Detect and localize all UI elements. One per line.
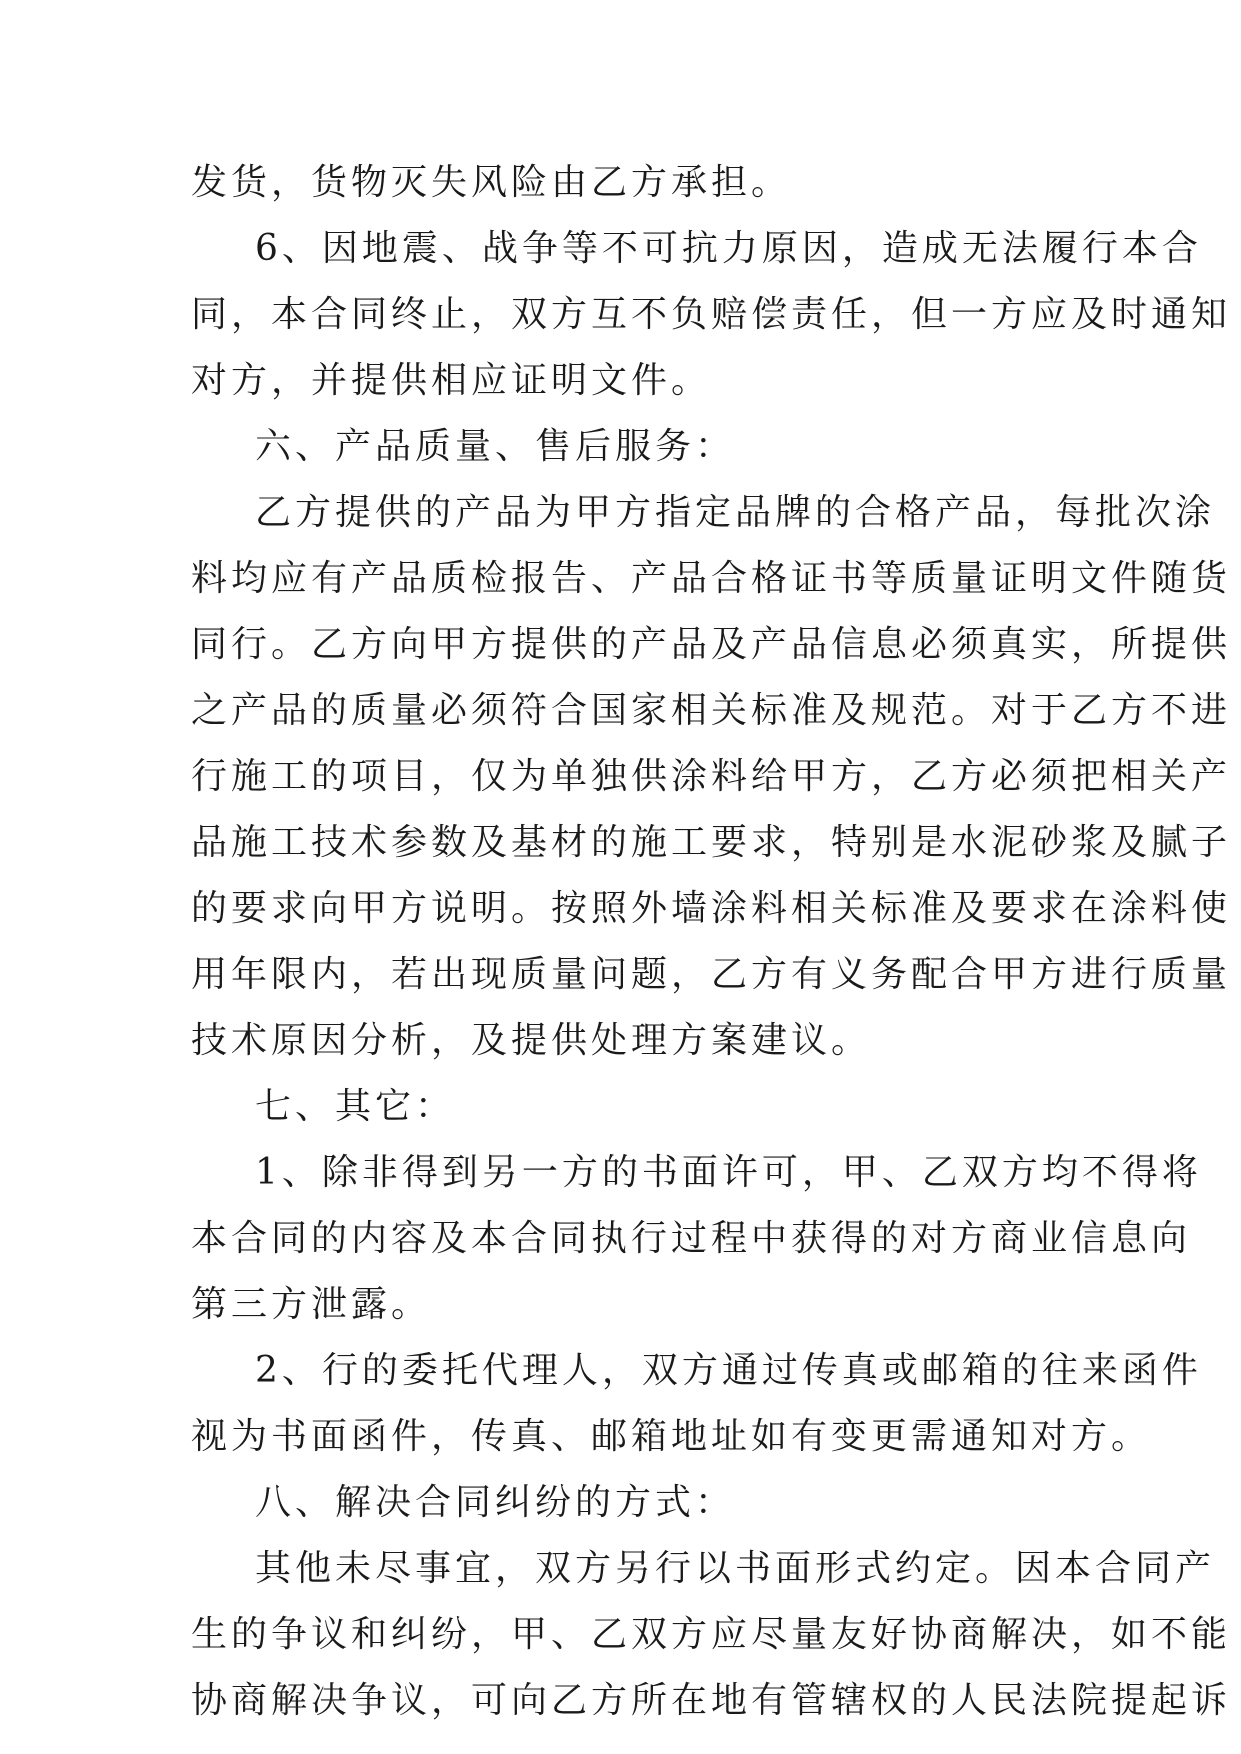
text-line: 本合同的内容及本合同执行过程中获得的对方商业信息向	[191, 1218, 1192, 1259]
section-heading: 六、产品质量、售后服务：	[255, 426, 736, 467]
text-line: 6、因地震、战争等不可抗力原因，造成无法履行本合	[255, 228, 1202, 269]
document-body	[191, 150, 1232, 1734]
text-line: 乙方提供的产品为甲方指定品牌的合格产品，每批次涂	[255, 492, 1216, 533]
section-heading: 七、其它：	[255, 1086, 456, 1127]
text-line: 协商解决争议，可向乙方所在地有管辖权的人民法院提起诉	[191, 1680, 1232, 1721]
text-line: 用年限内，若出现质量问题，乙方有义务配合甲方进行质量	[191, 954, 1232, 995]
text-line: 同行。乙方向甲方提供的产品及产品信息必须真实，所提供	[191, 624, 1232, 665]
text-line: 对方，并提供相应证明文件。	[191, 360, 712, 401]
section-heading: 八、解决合同纠纷的方式：	[255, 1482, 736, 1523]
text-line: 发货，货物灭失风险由乙方承担。	[191, 162, 792, 203]
text-line: 技术原因分析，及提供处理方案建议。	[191, 1020, 872, 1061]
text-line: 其他未尽事宜，双方另行以书面形式约定。因本合同产	[255, 1548, 1216, 1589]
text-line: 品施工技术参数及基材的施工要求，特别是水泥砂浆及腻子	[191, 822, 1232, 863]
text-line: 的要求向甲方说明。按照外墙涂料相关标准及要求在涂料使	[191, 888, 1232, 929]
text-line: 行施工的项目，仅为单独供涂料给甲方，乙方必须把相关产	[191, 756, 1232, 797]
text-line: 1、除非得到另一方的书面许可，甲、乙双方均不得将	[255, 1152, 1202, 1193]
text-line: 之产品的质量必须符合国家相关标准及规范。对于乙方不进	[191, 690, 1232, 731]
text-line: 生的争议和纠纷，甲、乙双方应尽量友好协商解决，如不能	[191, 1614, 1232, 1655]
text-line: 同，本合同终止，双方互不负赔偿责任，但一方应及时通知	[191, 294, 1232, 335]
text-line: 2、行的委托代理人，双方通过传真或邮箱的往来函件	[255, 1350, 1202, 1391]
text-line: 视为书面函件，传真、邮箱地址如有变更需通知对方。	[191, 1416, 1152, 1457]
text-line: 料均应有产品质检报告、产品合格证书等质量证明文件随货	[191, 558, 1232, 599]
text-line: 第三方泄露。	[191, 1284, 432, 1325]
